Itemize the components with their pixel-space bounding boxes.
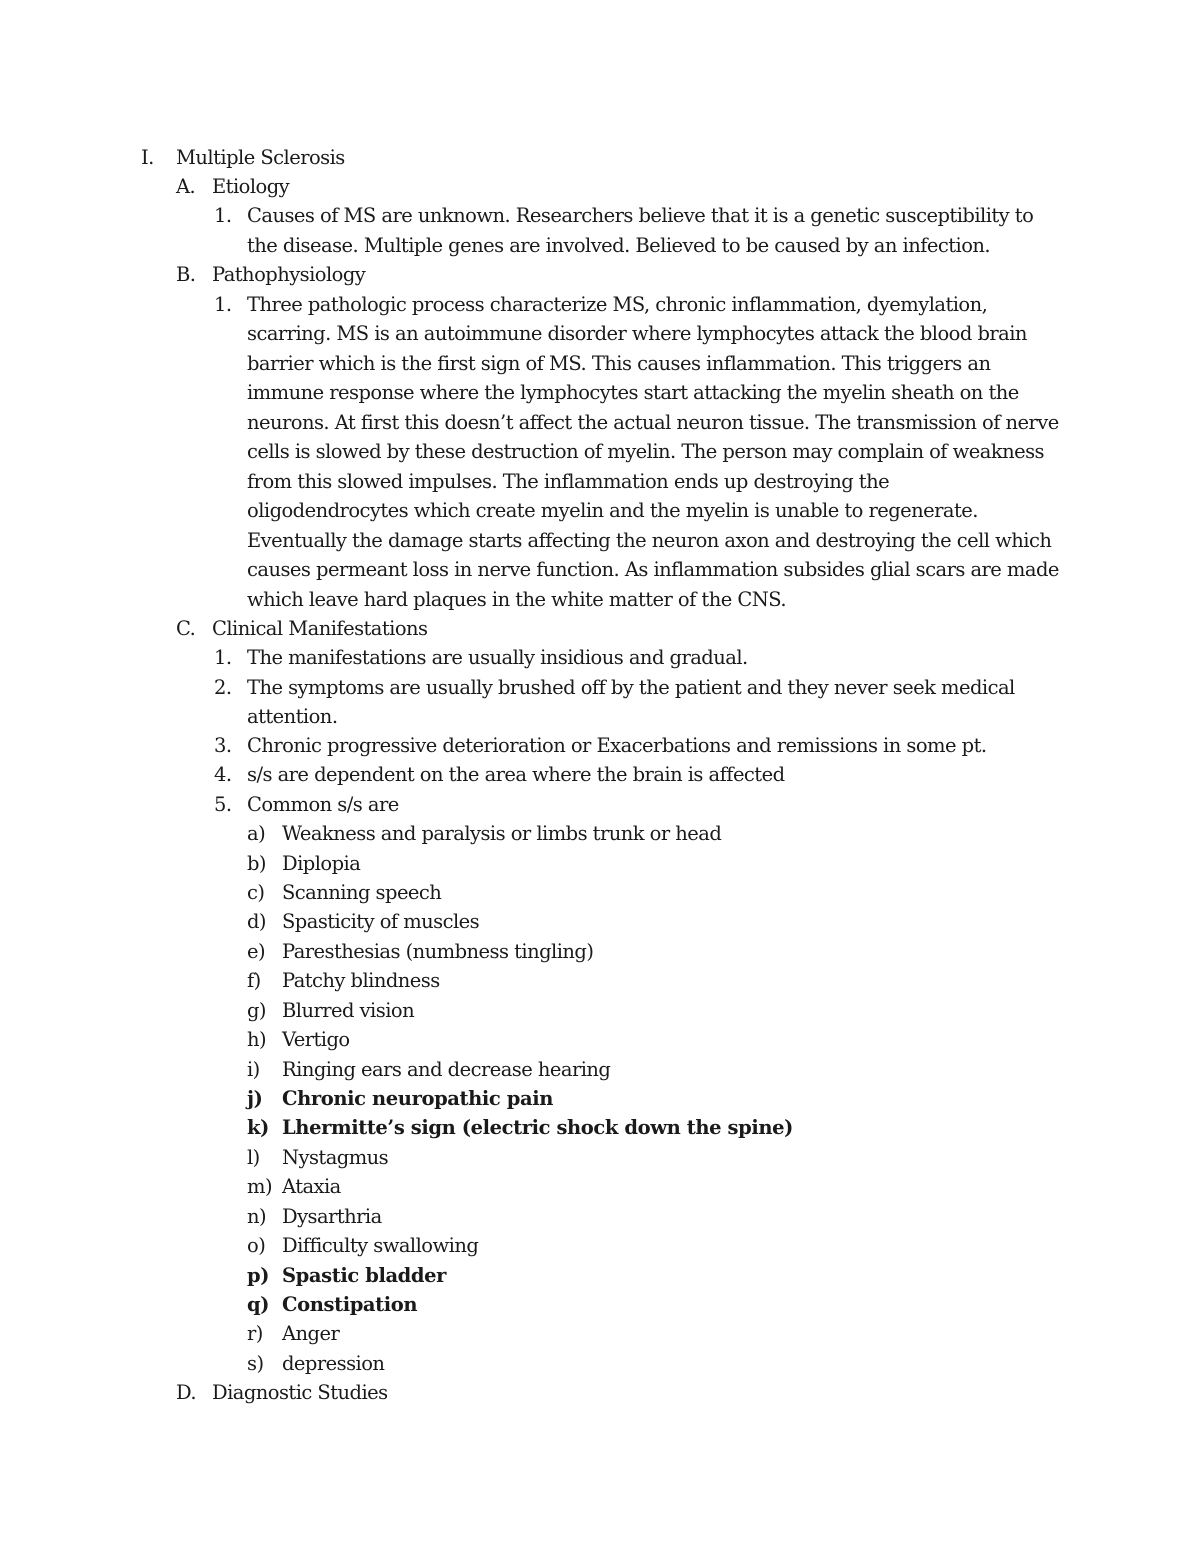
outline-label: 2. xyxy=(214,676,232,699)
paragraph-line: which leave hard plaques in the white matter of the CNS. xyxy=(247,588,787,611)
outline-label: s) xyxy=(247,1352,264,1375)
symptom-text: depression xyxy=(282,1352,385,1375)
outline-label: n) xyxy=(247,1205,267,1228)
outline-label: l) xyxy=(247,1146,260,1169)
outline-label: o) xyxy=(247,1234,266,1257)
paragraph-line: Eventually the damage starts affecting the neuron axon and destroying the cell which xyxy=(247,529,1052,552)
outline-label: h) xyxy=(247,1028,267,1051)
outline-label: 1. xyxy=(214,204,232,227)
outline-label: r) xyxy=(247,1322,263,1345)
outline-label: q) xyxy=(247,1293,270,1316)
symptom-text: Ringing ears and decrease hearing xyxy=(282,1058,611,1081)
symptom-text: Patchy blindness xyxy=(282,969,440,992)
paragraph-line: attention. xyxy=(247,705,338,728)
paragraph-line: from this slowed impulses. The inflammation ends up destroying the xyxy=(247,470,890,493)
outline-label: f) xyxy=(247,969,261,992)
heading-text: Multiple Sclerosis xyxy=(176,146,345,169)
outline-label: 4. xyxy=(214,763,232,786)
outline-label: d) xyxy=(247,910,266,933)
symptom-text: Blurred vision xyxy=(282,999,415,1022)
symptom-text: Chronic neuropathic pain xyxy=(282,1087,554,1110)
symptom-text: Weakness and paralysis or limbs trunk or head xyxy=(282,822,722,845)
outline-label: g) xyxy=(247,999,266,1022)
paragraph-line: Three pathologic process characterize MS, chronic inflammation, dyemylation, xyxy=(247,293,988,316)
paragraph-line: neurons. At first this doesn’t affect the actual neuron tissue. The transmission of nerve xyxy=(247,411,1059,434)
symptom-text: Difficulty swallowing xyxy=(282,1234,479,1257)
symptom-text: Dysarthria xyxy=(282,1205,382,1228)
outline-label: 5. xyxy=(214,793,232,816)
paragraph-line: causes permeant loss in nerve function. As inflammation subsides glial scars are made xyxy=(247,558,1059,581)
paragraph-line: scarring. MS is an autoimmune disorder where lymphocytes attack the blood brain xyxy=(247,322,1027,345)
paragraph-line: Common s/s are xyxy=(247,793,399,816)
symptom-text: Lhermitte’s sign (electric shock down the spine) xyxy=(282,1116,793,1139)
outline-label: I. xyxy=(141,146,154,169)
symptom-text: Diplopia xyxy=(282,852,361,875)
paragraph-line: cells is slowed by these destruction of myelin. The person may complain of weakness xyxy=(247,440,1044,463)
symptom-text: Anger xyxy=(282,1322,340,1345)
symptom-text: Paresthesias (numbness tingling) xyxy=(282,940,594,963)
paragraph-line: immune response where the lymphocytes start attacking the myelin sheath on the xyxy=(247,381,1019,404)
outline-label: B. xyxy=(176,263,196,286)
outline-label: e) xyxy=(247,940,266,963)
outline-label: k) xyxy=(247,1116,269,1139)
outline-label: c) xyxy=(247,881,265,904)
paragraph-line: Causes of MS are unknown. Researchers believe that it is a genetic susceptibility to xyxy=(247,204,1034,227)
heading-text: Pathophysiology xyxy=(212,263,366,286)
symptom-text: Constipation xyxy=(282,1293,418,1316)
symptom-text: Spastic bladder xyxy=(282,1264,447,1287)
outline-label: m) xyxy=(247,1175,272,1198)
paragraph-line: The symptoms are usually brushed off by the patient and they never seek medical xyxy=(247,676,1015,699)
outline-label: C. xyxy=(176,617,196,640)
heading-text: Etiology xyxy=(212,175,290,198)
outline-label: a) xyxy=(247,822,266,845)
outline-label: A. xyxy=(176,175,196,198)
heading-text: Diagnostic Studies xyxy=(212,1381,388,1404)
paragraph-line: oligodendrocytes which create myelin and the myelin is unable to regenerate. xyxy=(247,499,978,522)
paragraph-line: barrier which is the first sign of MS. This causes inflammation. This triggers an xyxy=(247,352,991,375)
paragraph-line: s/s are dependent on the area where the brain is affected xyxy=(247,763,785,786)
outline-label: 1. xyxy=(214,646,232,669)
outline-label: 3. xyxy=(214,734,232,757)
outline-label: p) xyxy=(247,1264,270,1287)
outline-label: j) xyxy=(247,1087,263,1110)
symptom-text: Scanning speech xyxy=(282,881,442,904)
outline-label: 1. xyxy=(214,293,232,316)
paragraph-line: The manifestations are usually insidious and gradual. xyxy=(247,646,748,669)
outline-label: i) xyxy=(247,1058,260,1081)
paragraph-line: the disease. Multiple genes are involved. Believed to be caused by an infection. xyxy=(247,234,991,257)
symptom-text: Ataxia xyxy=(282,1175,341,1198)
symptom-text: Nystagmus xyxy=(282,1146,389,1169)
symptom-text: Vertigo xyxy=(282,1028,350,1051)
outline-label: D. xyxy=(176,1381,197,1404)
symptom-text: Spasticity of muscles xyxy=(282,910,480,933)
outline-label: b) xyxy=(247,852,266,875)
paragraph-line: Chronic progressive deterioration or Exacerbations and remissions in some pt. xyxy=(247,734,987,757)
heading-text: Clinical Manifestations xyxy=(212,617,428,640)
